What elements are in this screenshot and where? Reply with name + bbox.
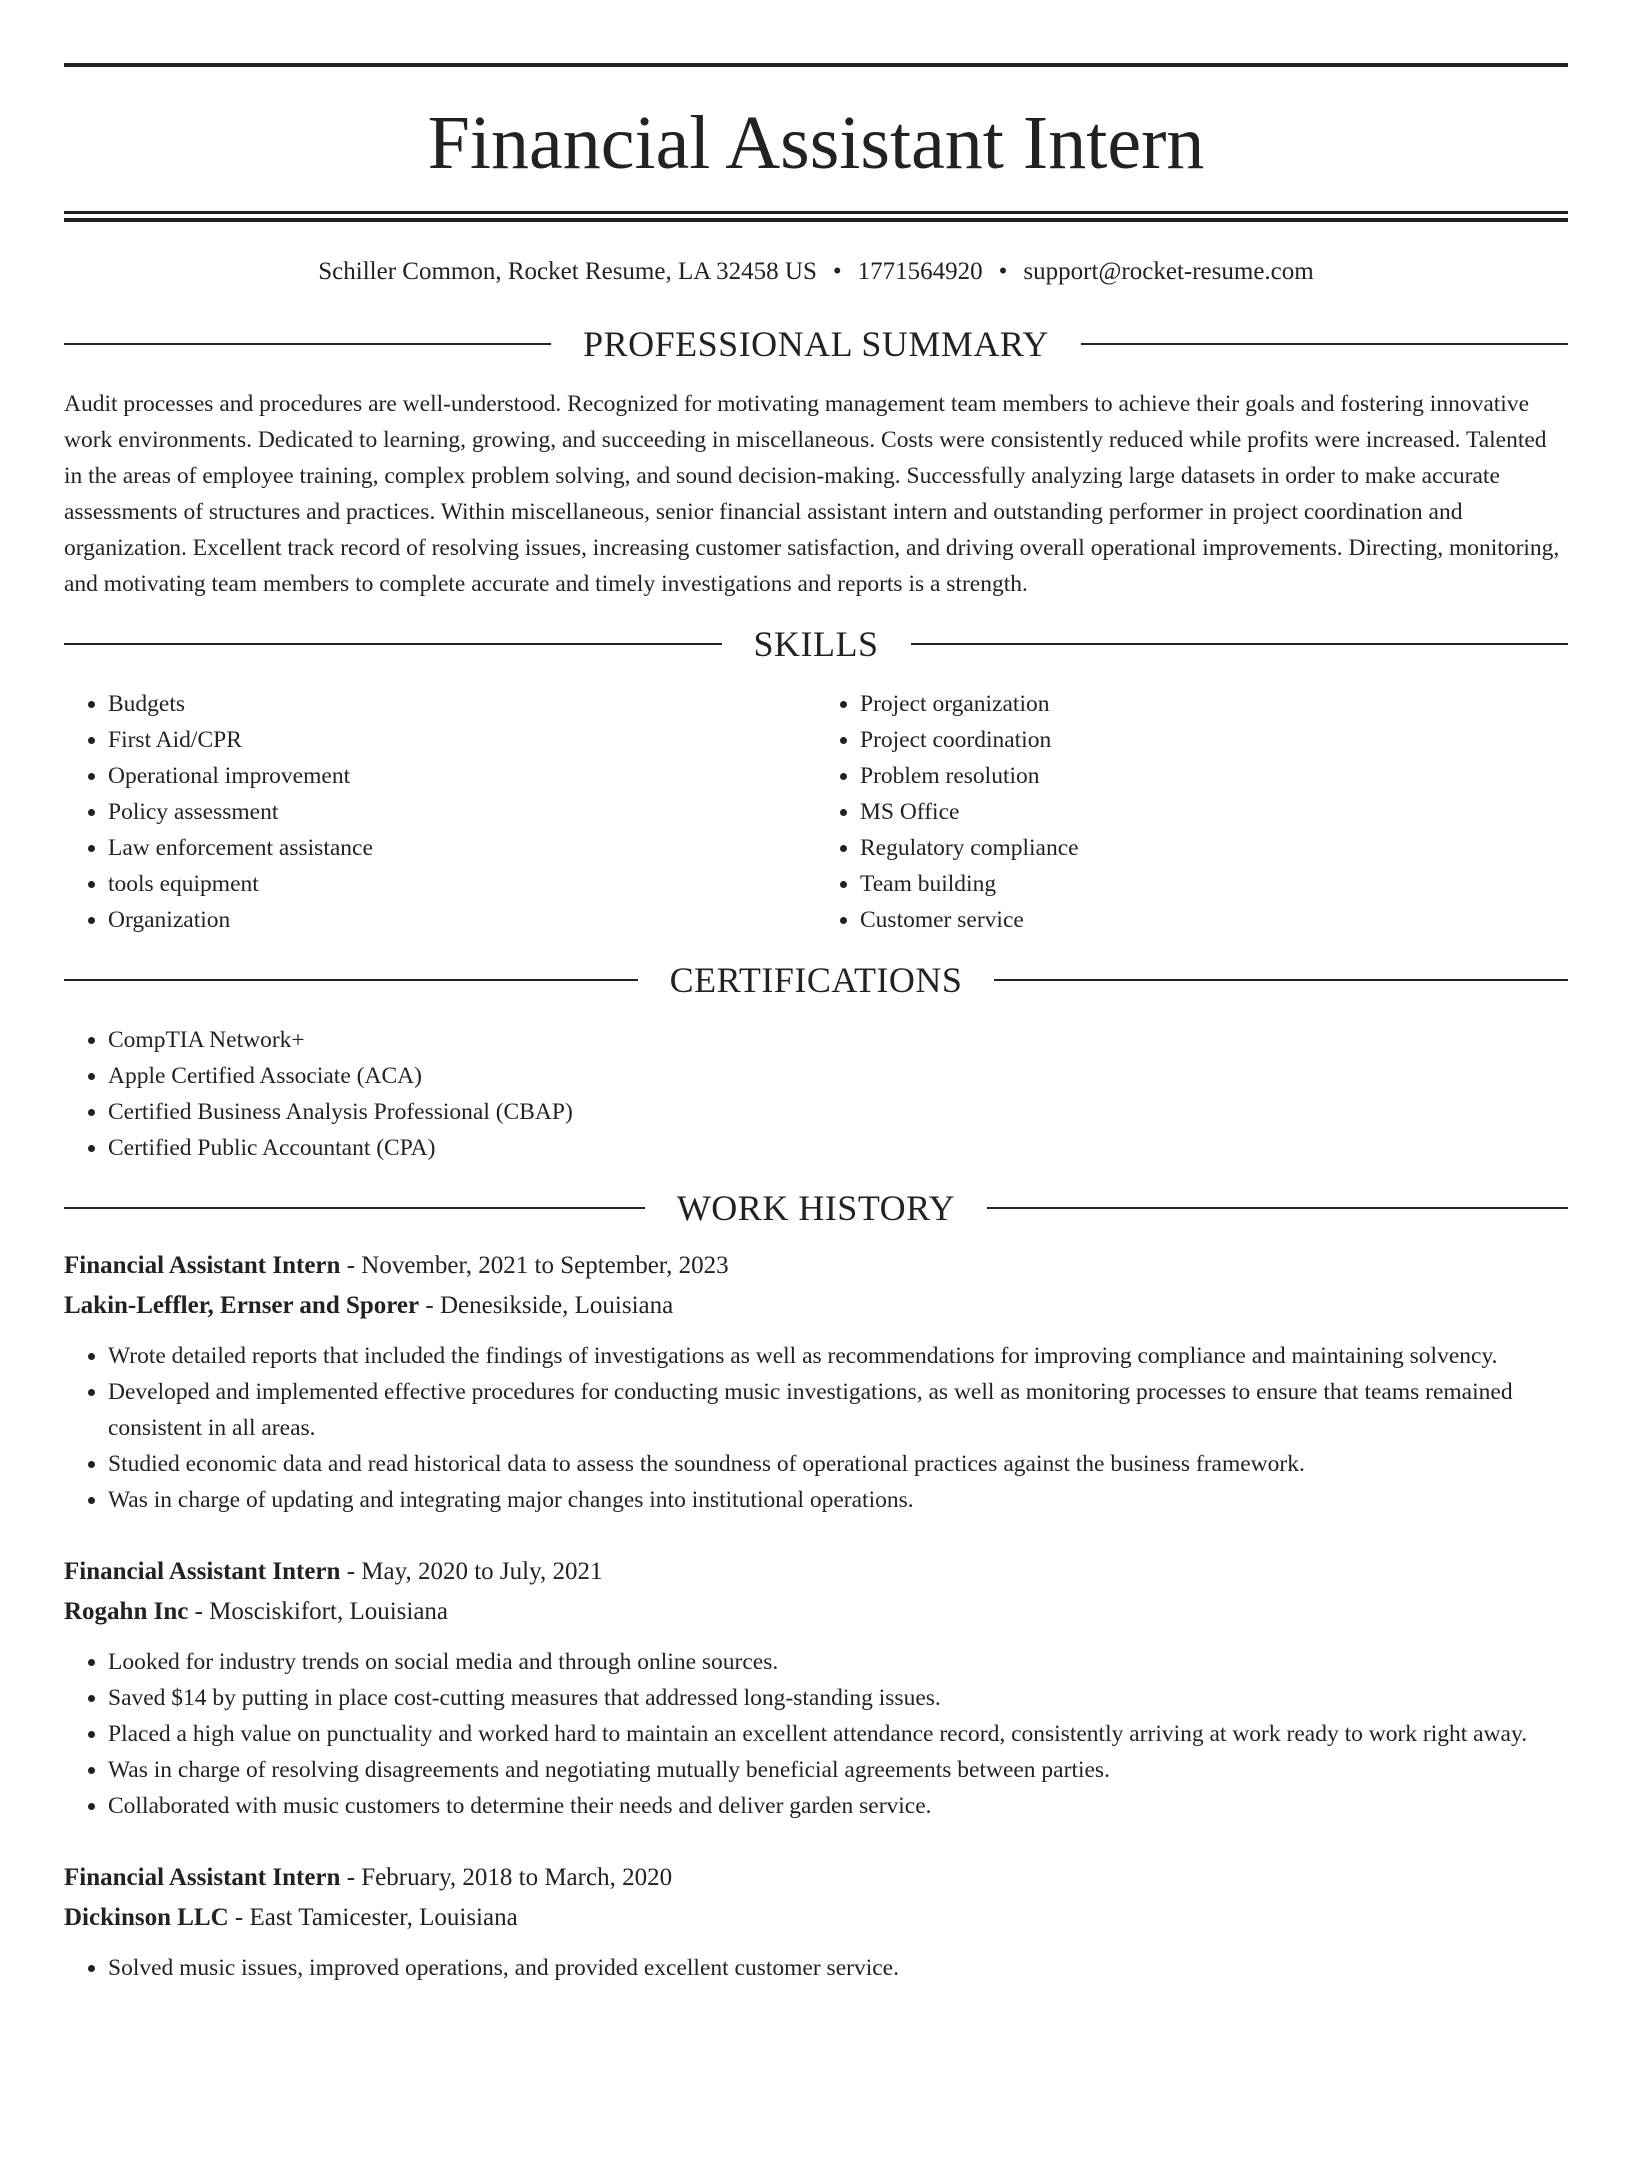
contact-address: Schiller Common, Rocket Resume, LA 32458 US bbox=[318, 258, 817, 285]
skill-item: • Team building bbox=[860, 866, 1568, 902]
skill-item: • tools equipment bbox=[108, 866, 816, 902]
heading-rule-right bbox=[994, 979, 1568, 981]
job-title-line bbox=[64, 1246, 1568, 1286]
job-bullet: • Solved music issues, improved operations, and provided excellent customer service. bbox=[108, 1950, 1568, 1986]
heading-rule-left bbox=[64, 643, 722, 645]
skill-item: • First Aid/CPR bbox=[108, 722, 816, 758]
heading-rule-left bbox=[64, 1207, 645, 1209]
job-bullet: • Placed a high value on punctuality and worked hard to maintain an excellent attendance record, consistently arriving at work ready to work right away. bbox=[108, 1716, 1568, 1752]
contact-phone: 1771564920 bbox=[857, 258, 983, 285]
certification-item: • Certified Business Analysis Professional (CBAP) bbox=[108, 1094, 1568, 1130]
job-bullet: • Developed and implemented effective procedures for conducting music investigations, as well as monitoring processes to ensure that teams remained consistent in all areas. bbox=[108, 1374, 1568, 1446]
skill-item: • Problem resolution bbox=[860, 758, 1568, 794]
job-dates: - May, 2020 to July, 2021 bbox=[340, 1558, 603, 1585]
job-title: Financial Assistant Intern bbox=[64, 1252, 341, 1279]
heading-rule-right bbox=[1081, 343, 1568, 345]
job-company: Rogahn Inc bbox=[64, 1598, 189, 1625]
job-bullets bbox=[64, 1338, 1568, 1518]
contact-email: support@rocket-resume.com bbox=[1023, 258, 1314, 285]
skills-list-right bbox=[816, 686, 1568, 938]
work-heading: WORK HISTORY bbox=[676, 1188, 956, 1228]
skill-item: • Organization bbox=[108, 902, 816, 938]
job-bullet: • Studied economic data and read historical data to assess the soundness of operational practices against the business framework. bbox=[108, 1446, 1568, 1482]
header-double-rule bbox=[64, 211, 1568, 222]
job-bullets bbox=[64, 1950, 1568, 1986]
certifications-list bbox=[64, 1022, 1568, 1166]
certification-item: • CompTIA Network+ bbox=[108, 1022, 1568, 1058]
certification-item: • Certified Public Accountant (CPA) bbox=[108, 1130, 1568, 1166]
job-bullet: • Collaborated with music customers to determine their needs and deliver garden service. bbox=[108, 1788, 1568, 1824]
job-location: - Denesikside, Louisiana bbox=[419, 1292, 674, 1319]
contact-line bbox=[64, 258, 1568, 286]
certifications-heading: CERTIFICATIONS bbox=[669, 960, 963, 1000]
contact-separator: • bbox=[998, 258, 1008, 285]
skill-item: • Project coordination bbox=[860, 722, 1568, 758]
resume-title: Financial Assistant Intern bbox=[427, 101, 1205, 185]
job-title-line bbox=[64, 1552, 1568, 1592]
job-bullet: • Saved $14 by putting in place cost-cutting measures that addressed long-standing issues. bbox=[108, 1680, 1568, 1716]
job-company: Dickinson LLC bbox=[64, 1904, 229, 1931]
skill-item: • Operational improvement bbox=[108, 758, 816, 794]
contact-separator: • bbox=[832, 258, 842, 285]
skill-item: • Regulatory compliance bbox=[860, 830, 1568, 866]
skill-item: • Budgets bbox=[108, 686, 816, 722]
job-company-line bbox=[64, 1592, 1568, 1632]
skills-grid bbox=[64, 686, 1568, 938]
job-location: - Mosciskifort, Louisiana bbox=[188, 1598, 449, 1625]
skill-item: • Policy assessment bbox=[108, 794, 816, 830]
job-location: - East Tamicester, Louisiana bbox=[228, 1904, 518, 1931]
skills-section-heading bbox=[64, 626, 1568, 662]
certification-item: • Apple Certified Associate (ACA) bbox=[108, 1058, 1568, 1094]
job-entry bbox=[64, 1858, 1568, 1986]
job-bullet: • Was in charge of updating and integrating major changes into institutional operations. bbox=[108, 1482, 1568, 1518]
heading-rule-left bbox=[64, 979, 638, 981]
job-dates: - November, 2021 to September, 2023 bbox=[340, 1252, 729, 1279]
heading-rule-left bbox=[64, 343, 551, 345]
skills-heading: SKILLS bbox=[753, 624, 879, 664]
summary-text: Audit processes and procedures are well-understood. Recognized for motivating management team members to achieve their goals and fostering innovative work environments. Dedicated to learning, growing, and succeeding in miscellaneous. Costs were consistently reduced while profits were increased. Talented in the areas of employee training, complex problem solving, and sound decision-making. Successfully analyzing large datasets in order to make accurate assessments of structures and practices. Within miscellaneous, senior financial assistant intern and outstanding performer in project coordination and organization. Excellent track record of resolving issues, increasing customer satisfaction, and driving overall operational improvements. Directing, monitoring, and motivating team members to complete accurate and timely investigations and reports is a strength. bbox=[64, 391, 1560, 597]
job-entry bbox=[64, 1552, 1568, 1824]
job-company: Lakin-Leffler, Ernser and Sporer bbox=[64, 1292, 420, 1319]
skill-item: • MS Office bbox=[860, 794, 1568, 830]
job-bullet: • Was in charge of resolving disagreements and negotiating mutually beneficial agreements between parties. bbox=[108, 1752, 1568, 1788]
job-title: Financial Assistant Intern bbox=[64, 1864, 341, 1891]
summary-heading: PROFESSIONAL SUMMARY bbox=[583, 324, 1049, 364]
job-bullets bbox=[64, 1644, 1568, 1824]
job-title-line bbox=[64, 1858, 1568, 1898]
job-entry bbox=[64, 1246, 1568, 1518]
skills-list-left bbox=[64, 686, 816, 938]
skill-item: • Customer service bbox=[860, 902, 1568, 938]
job-company-line bbox=[64, 1286, 1568, 1326]
job-bullet: • Wrote detailed reports that included the findings of investigations as well as recommendations for improving compliance and maintaining solvency. bbox=[108, 1338, 1568, 1374]
job-bullet: • Looked for industry trends on social media and through online sources. bbox=[108, 1644, 1568, 1680]
skill-item: • Project organization bbox=[860, 686, 1568, 722]
summary-section-heading bbox=[64, 326, 1568, 362]
job-company-line bbox=[64, 1898, 1568, 1938]
skill-item: • Law enforcement assistance bbox=[108, 830, 816, 866]
job-dates: - February, 2018 to March, 2020 bbox=[340, 1864, 673, 1891]
heading-rule-right bbox=[911, 643, 1569, 645]
heading-rule-right bbox=[987, 1207, 1568, 1209]
resume-page bbox=[0, 63, 1632, 2175]
job-title: Financial Assistant Intern bbox=[64, 1558, 341, 1585]
work-section-heading bbox=[64, 1190, 1568, 1226]
certifications-section-heading bbox=[64, 962, 1568, 998]
